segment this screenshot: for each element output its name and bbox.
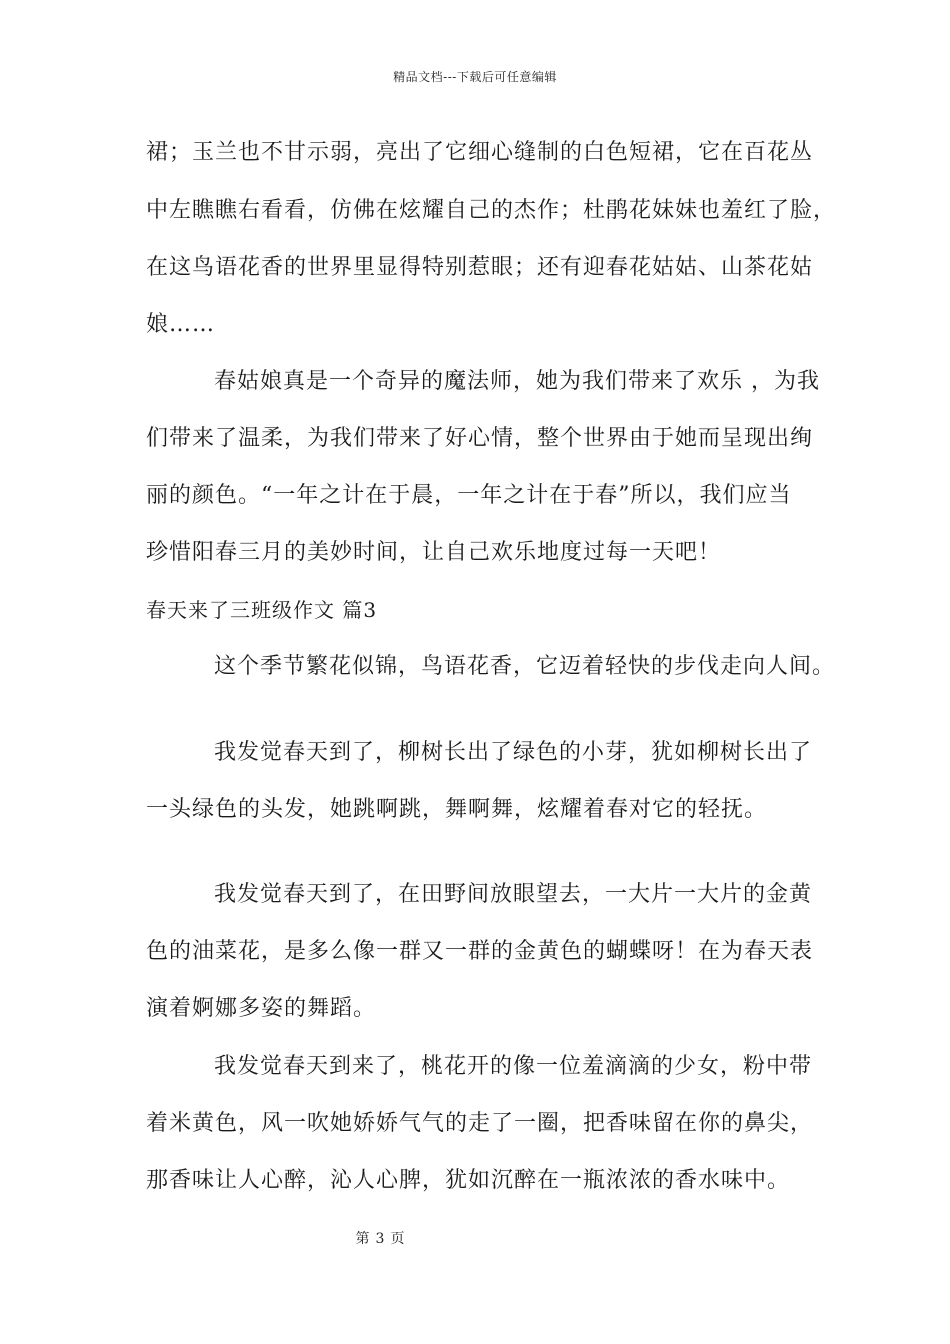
paragraph-5-line-1: 我发觉春天到了，在田野间放眼望去，一大片一大片的金黄	[214, 882, 813, 907]
paragraph-6-line-3: 那香味让人心醉，沁人心脾，犹如沉醉在一瓶浓浓的香水味中。	[146, 1168, 791, 1193]
paragraph-3-line-1: 这个季节繁花似锦，鸟语花香，它迈着轻快的步伐走向人间。	[214, 654, 836, 679]
paragraph-1-line-1: 裙；玉兰也不甘示弱，亮出了它细心缝制的白色短裙，它在百花丛	[146, 140, 814, 165]
page-number: 3	[375, 1231, 385, 1247]
paragraph-6-line-1: 我发觉春天到来了，桃花开的像一位羞滴滴的少女，粉中带	[214, 1054, 813, 1079]
paragraph-1-line-4: 娘……	[146, 312, 216, 337]
paragraph-1-line-3: 在这鸟语花香的世界里显得特别惹眼；还有迎春花姑姑、山茶花姑	[146, 255, 814, 280]
paragraph-5-line-2: 色的油菜花，是多么像一群又一群的金黄色的蝴蝶呀！在为春天表	[146, 939, 814, 964]
paragraph-4-line-2: 一头绿色的头发，她跳啊跳，舞啊舞，炫耀着春对它的轻抚。	[146, 797, 768, 822]
paragraph-2-line-3: 丽的颜色。“一年之计在于晨，一年之计在于春”所以，我们应当	[146, 483, 792, 508]
paragraph-4-line-1: 我发觉春天到了，柳树长出了绿色的小芽，犹如柳树长出了	[214, 740, 813, 765]
paragraph-1-line-2: 中左瞧瞧右看看，仿佛在炫耀自己的杰作；杜鹃花妹妹也羞红了脸，	[146, 198, 837, 223]
page-header: 精品文档---下载后可任意编辑	[393, 70, 557, 84]
paragraph-2-line-1: 春姑娘真是一个奇异的魔法师，她为我们带来了欢乐 ，为我	[214, 369, 820, 394]
paragraph-5-line-3: 演着婀娜多姿的舞蹈。	[146, 996, 377, 1021]
paragraph-2-line-2: 们带来了温柔，为我们带来了好心情，整个世界由于她而呈现出绚	[146, 426, 814, 451]
section-title: 春天来了三班级作文 篇3	[146, 598, 378, 622]
footer-prefix: 第	[355, 1231, 370, 1247]
footer-suffix: 页	[390, 1231, 405, 1247]
page-footer	[0, 1228, 760, 1248]
paragraph-6-line-2: 着米黄色，风一吹她娇娇气气的走了一圈，把香味留在你的鼻尖，	[146, 1111, 814, 1136]
paragraph-2-line-4: 珍惜阳春三月的美妙时间，让自己欢乐地度过每一天吧！	[146, 540, 722, 565]
